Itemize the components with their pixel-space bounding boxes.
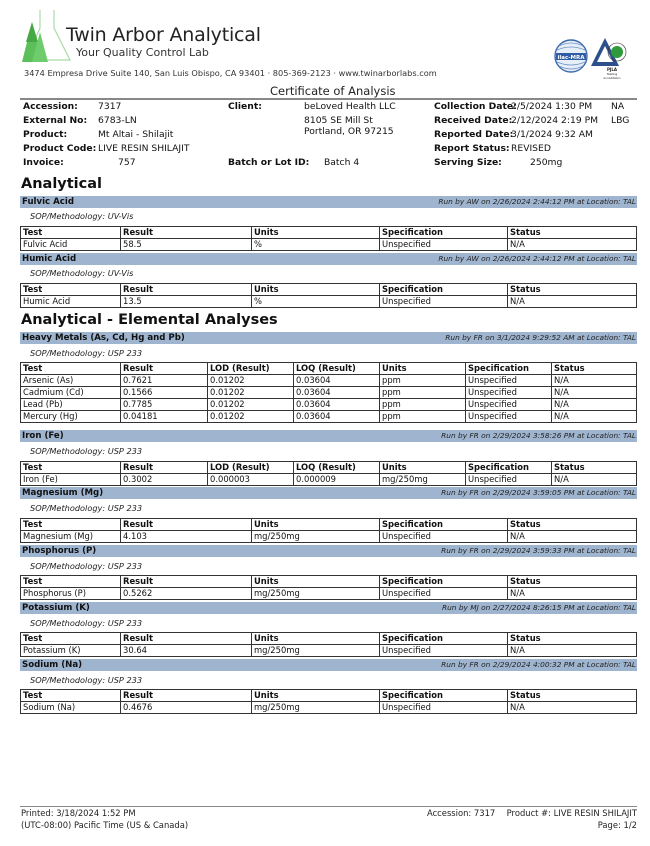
cell: Unspecified xyxy=(466,411,552,423)
group-band-fulvic xyxy=(20,196,637,208)
svg-text:Testing: Testing xyxy=(606,72,618,76)
cell: Sodium (Na) xyxy=(21,702,121,714)
col-header: LOQ (Result) xyxy=(294,363,380,375)
col-header: Result xyxy=(121,576,252,588)
cell: Unspecified xyxy=(380,296,508,308)
col-header: Units xyxy=(252,633,380,645)
cell: Unspecified xyxy=(466,399,552,411)
lab-address: 3474 Empresa Drive Suite 140, San Luis Obispo, CA 93401 · 805-369-2123 · www.twinarborlabs.com xyxy=(24,68,437,78)
sop-methodology: SOP/Methodology: UV-Vis xyxy=(30,268,134,278)
col-header: Status xyxy=(552,462,637,474)
col-header: Units xyxy=(252,519,380,531)
cell: 0.000009 xyxy=(294,474,380,486)
sop-methodology: SOP/Methodology: USP 233 xyxy=(30,503,143,513)
cell: 0.03604 xyxy=(294,387,380,399)
cell: Iron (Fe) xyxy=(21,474,121,486)
group-run-info: Run by AW on 2/26/2024 2:44:12 PM at Location: TAL xyxy=(438,197,636,206)
group-band-humic xyxy=(20,253,637,265)
sop-methodology: SOP/Methodology: USP 233 xyxy=(30,618,143,628)
table-header-row xyxy=(21,363,637,375)
results-table-sodium xyxy=(20,689,637,714)
col-header: Test xyxy=(21,576,121,588)
cell: N/A xyxy=(552,387,637,399)
col-header: LOD (Result) xyxy=(208,363,294,375)
cell: % xyxy=(252,239,380,251)
svg-text:ilac-MRA: ilac-MRA xyxy=(557,55,585,61)
accession-value: 7317 xyxy=(98,101,122,112)
sop-methodology: SOP/Methodology: USP 233 xyxy=(30,561,143,571)
results-table-fulvic xyxy=(20,226,637,251)
section-heading-analytical: Analytical xyxy=(21,176,103,192)
cell: mg/250mg xyxy=(252,531,380,543)
table-row xyxy=(21,702,637,714)
col-header: Status xyxy=(508,284,637,296)
cell: ppm xyxy=(380,375,466,387)
serving-size-label: Serving Size: xyxy=(434,157,502,168)
timezone: (UTC-08:00) Pacific Time (US & Canada) xyxy=(21,820,189,830)
col-header: Result xyxy=(121,633,252,645)
serving-size-value: 250mg xyxy=(530,157,563,168)
group-band-magnesium xyxy=(20,487,637,499)
table-row xyxy=(21,239,637,251)
table-row xyxy=(21,387,637,399)
collection-code: NA xyxy=(611,101,625,112)
col-header: Units xyxy=(380,462,466,474)
group-run-info: Run by AW on 2/26/2024 2:44:12 PM at Location: TAL xyxy=(438,254,636,263)
table-row xyxy=(21,411,637,423)
col-header: Specification xyxy=(380,519,508,531)
section-heading-elemental: Analytical - Elemental Analyses xyxy=(21,312,278,328)
table-header-row xyxy=(21,227,637,239)
col-header: Specification xyxy=(380,633,508,645)
col-header: Result xyxy=(121,227,252,239)
group-title: Heavy Metals (As, Cd, Hg and Pb) xyxy=(22,333,185,343)
col-header: Result xyxy=(121,519,252,531)
cell: Unspecified xyxy=(466,375,552,387)
col-header: Units xyxy=(252,284,380,296)
sop-methodology: SOP/Methodology: USP 233 xyxy=(30,446,143,456)
col-header: Specification xyxy=(380,690,508,702)
cell: Mercury (Hg) xyxy=(21,411,121,423)
product-code-value: LIVE RESIN SHILAJIT xyxy=(98,143,190,154)
group-title: Phosphorus (P) xyxy=(22,546,97,556)
printed-timestamp: Printed: 3/18/2024 1:52 PM xyxy=(21,808,136,818)
col-header: Test xyxy=(21,462,121,474)
col-header: Test xyxy=(21,633,121,645)
cell: mg/250mg xyxy=(252,645,380,657)
footer-product: Product #: LIVE RESIN SHILAJIT xyxy=(506,808,637,818)
col-header: Test xyxy=(21,284,121,296)
results-table-humic xyxy=(20,283,637,308)
table-row xyxy=(21,588,637,600)
col-header: Status xyxy=(508,576,637,588)
invoice-value: 757 xyxy=(118,157,136,168)
received-date-value: 2/12/2024 2:19 PM xyxy=(511,115,599,126)
cell: 0.03604 xyxy=(294,375,380,387)
cell: 0.3002 xyxy=(121,474,208,486)
group-run-info: Run by FR on 3/1/2024 9:29:52 AM at Location: TAL xyxy=(445,333,636,342)
col-header: Specification xyxy=(380,284,508,296)
cell: 0.4676 xyxy=(121,702,252,714)
col-header: Status xyxy=(508,633,637,645)
report-status-value: REVISED xyxy=(511,143,551,154)
col-header: Status xyxy=(508,227,637,239)
cell: ppm xyxy=(380,411,466,423)
client-name: beLoved Health LLC xyxy=(304,101,396,112)
cell: 0.1566 xyxy=(121,387,208,399)
cell: 0.01202 xyxy=(208,399,294,411)
table-header-row xyxy=(21,633,637,645)
external-no-label: External No: xyxy=(23,115,88,126)
group-band-potassium xyxy=(20,602,637,614)
batch-label: Batch or Lot ID: xyxy=(228,157,310,168)
product-label: Product: xyxy=(23,129,68,140)
cell: 58.5 xyxy=(121,239,252,251)
pjla-accreditation-seal-icon xyxy=(591,36,633,80)
received-code: LBG xyxy=(611,115,630,126)
table-header-row xyxy=(21,519,637,531)
col-header: Test xyxy=(21,519,121,531)
cell: Unspecified xyxy=(380,531,508,543)
product-value: Mt Altai - Shilajit xyxy=(98,129,174,140)
cell: ppm xyxy=(380,387,466,399)
footer-divider xyxy=(20,806,637,807)
cell: Phosphorus (P) xyxy=(21,588,121,600)
table-header-row xyxy=(21,576,637,588)
col-header: Units xyxy=(380,363,466,375)
cell: N/A xyxy=(508,296,637,308)
cell: N/A xyxy=(508,239,637,251)
cell: N/A xyxy=(508,531,637,543)
cell: 0.01202 xyxy=(208,411,294,423)
cell: Unspecified xyxy=(466,387,552,399)
results-table-heavy-metals xyxy=(20,362,637,423)
ilac-mra-seal-icon xyxy=(553,38,589,74)
product-code-label: Product Code: xyxy=(23,143,97,154)
collection-date-value: 2/5/2024 1:30 PM xyxy=(511,101,593,112)
cell: Unspecified xyxy=(380,239,508,251)
cell: % xyxy=(252,296,380,308)
cell: Unspecified xyxy=(466,474,552,486)
cell: N/A xyxy=(552,399,637,411)
col-header: Result xyxy=(121,284,252,296)
cell: N/A xyxy=(552,375,637,387)
table-row xyxy=(21,474,637,486)
table-header-row xyxy=(21,284,637,296)
col-header: Result xyxy=(121,363,208,375)
table-row xyxy=(21,645,637,657)
client-address-line2: Portland, OR 97215 xyxy=(304,126,394,137)
cell: 0.01202 xyxy=(208,387,294,399)
col-header: Specification xyxy=(380,227,508,239)
sop-methodology: SOP/Methodology: USP 233 xyxy=(30,675,143,685)
group-title: Humic Acid xyxy=(22,254,77,264)
cell: Cadmium (Cd) xyxy=(21,387,121,399)
col-header: LOD (Result) xyxy=(208,462,294,474)
group-run-info: Run by FR on 2/29/2024 4:00:32 PM at Location: TAL xyxy=(441,660,636,669)
results-table-iron xyxy=(20,461,637,486)
svg-text:Accreditation: Accreditation xyxy=(603,77,621,80)
group-run-info: Run by MJ on 2/27/2024 8:26:15 PM at Location: TAL xyxy=(441,603,636,612)
cell: Unspecified xyxy=(380,702,508,714)
col-header: Specification xyxy=(380,576,508,588)
group-band-iron xyxy=(20,430,637,442)
client-label: Client: xyxy=(228,101,262,112)
cell: 0.01202 xyxy=(208,375,294,387)
cell: mg/250mg xyxy=(252,702,380,714)
col-header: Status xyxy=(508,519,637,531)
cell: 0.7621 xyxy=(121,375,208,387)
col-header: Status xyxy=(552,363,637,375)
table-header-row xyxy=(21,462,637,474)
table-header-row xyxy=(21,690,637,702)
group-band-sodium xyxy=(20,659,637,671)
cell: 30.64 xyxy=(121,645,252,657)
cell: 0.7785 xyxy=(121,399,208,411)
col-header: Test xyxy=(21,690,121,702)
cell: Arsenic (As) xyxy=(21,375,121,387)
col-header: Result xyxy=(121,690,252,702)
cell: mg/250mg xyxy=(380,474,466,486)
group-title: Magnesium (Mg) xyxy=(22,488,104,498)
batch-value: Batch 4 xyxy=(324,157,360,168)
cell: N/A xyxy=(552,411,637,423)
reported-date-label: Reported Date: xyxy=(434,129,514,140)
col-header: Specification xyxy=(466,462,552,474)
col-header: Result xyxy=(121,462,208,474)
group-band-phosphorus xyxy=(20,545,637,557)
page-number: Page: 1/2 xyxy=(597,820,637,830)
group-title: Potassium (K) xyxy=(22,603,90,613)
results-table-potassium xyxy=(20,632,637,657)
cell: Unspecified xyxy=(380,645,508,657)
col-header: Specification xyxy=(466,363,552,375)
external-no-value: 6783-LN xyxy=(98,115,137,126)
col-header: Units xyxy=(252,690,380,702)
cell: Fulvic Acid xyxy=(21,239,121,251)
cell: 0.04181 xyxy=(121,411,208,423)
reported-date-value: 3/1/2024 9:32 AM xyxy=(511,129,593,140)
accession-label: Accession: xyxy=(23,101,78,112)
sop-methodology: SOP/Methodology: USP 233 xyxy=(30,348,143,358)
invoice-label: Invoice: xyxy=(23,157,64,168)
cell: Humic Acid xyxy=(21,296,121,308)
table-row xyxy=(21,399,637,411)
group-band-heavy-metals xyxy=(20,332,637,344)
results-table-magnesium xyxy=(20,518,637,543)
col-header: Status xyxy=(508,690,637,702)
cell: N/A xyxy=(508,645,637,657)
group-title: Fulvic Acid xyxy=(22,197,74,207)
group-title: Sodium (Na) xyxy=(22,660,83,670)
results-table-phosphorus xyxy=(20,575,637,600)
cell: 0.03604 xyxy=(294,399,380,411)
header-divider xyxy=(20,98,637,100)
cell: 4.103 xyxy=(121,531,252,543)
cell: N/A xyxy=(552,474,637,486)
cell: Unspecified xyxy=(380,588,508,600)
document-title: Certificate of Analysis xyxy=(270,84,396,98)
cell: Potassium (K) xyxy=(21,645,121,657)
svg-text:PJLA: PJLA xyxy=(606,67,618,72)
footer-accession: Accession: 7317 xyxy=(427,808,496,818)
sop-methodology: SOP/Methodology: UV-Vis xyxy=(30,211,134,221)
col-header: Test xyxy=(21,363,121,375)
cell: Lead (Pb) xyxy=(21,399,121,411)
group-run-info: Run by FR on 2/29/2024 3:59:33 PM at Location: TAL xyxy=(441,546,636,555)
lab-tagline: Your Quality Control Lab xyxy=(76,46,209,59)
table-row xyxy=(21,296,637,308)
cell: 13.5 xyxy=(121,296,252,308)
col-header: Units xyxy=(252,227,380,239)
table-row xyxy=(21,375,637,387)
cell: N/A xyxy=(508,588,637,600)
client-address-line1: 8105 SE Mill St xyxy=(304,115,373,126)
lab-name: Twin Arbor Analytical xyxy=(66,24,261,46)
cell: 0.000003 xyxy=(208,474,294,486)
table-row xyxy=(21,531,637,543)
cell: 0.03604 xyxy=(294,411,380,423)
cell: 0.5262 xyxy=(121,588,252,600)
group-title: Iron (Fe) xyxy=(22,431,64,441)
report-status-label: Report Status: xyxy=(434,143,510,154)
received-date-label: Received Date: xyxy=(434,115,513,126)
group-run-info: Run by FR on 2/29/2024 3:59:05 PM at Location: TAL xyxy=(441,488,636,497)
collection-date-label: Collection Date: xyxy=(434,101,517,112)
col-header: Units xyxy=(252,576,380,588)
group-run-info: Run by FR on 2/29/2024 3:58:26 PM at Location: TAL xyxy=(441,431,636,440)
cell: Magnesium (Mg) xyxy=(21,531,121,543)
cell: N/A xyxy=(508,702,637,714)
col-header: Test xyxy=(21,227,121,239)
cell: mg/250mg xyxy=(252,588,380,600)
cell: ppm xyxy=(380,399,466,411)
col-header: LOQ (Result) xyxy=(294,462,380,474)
